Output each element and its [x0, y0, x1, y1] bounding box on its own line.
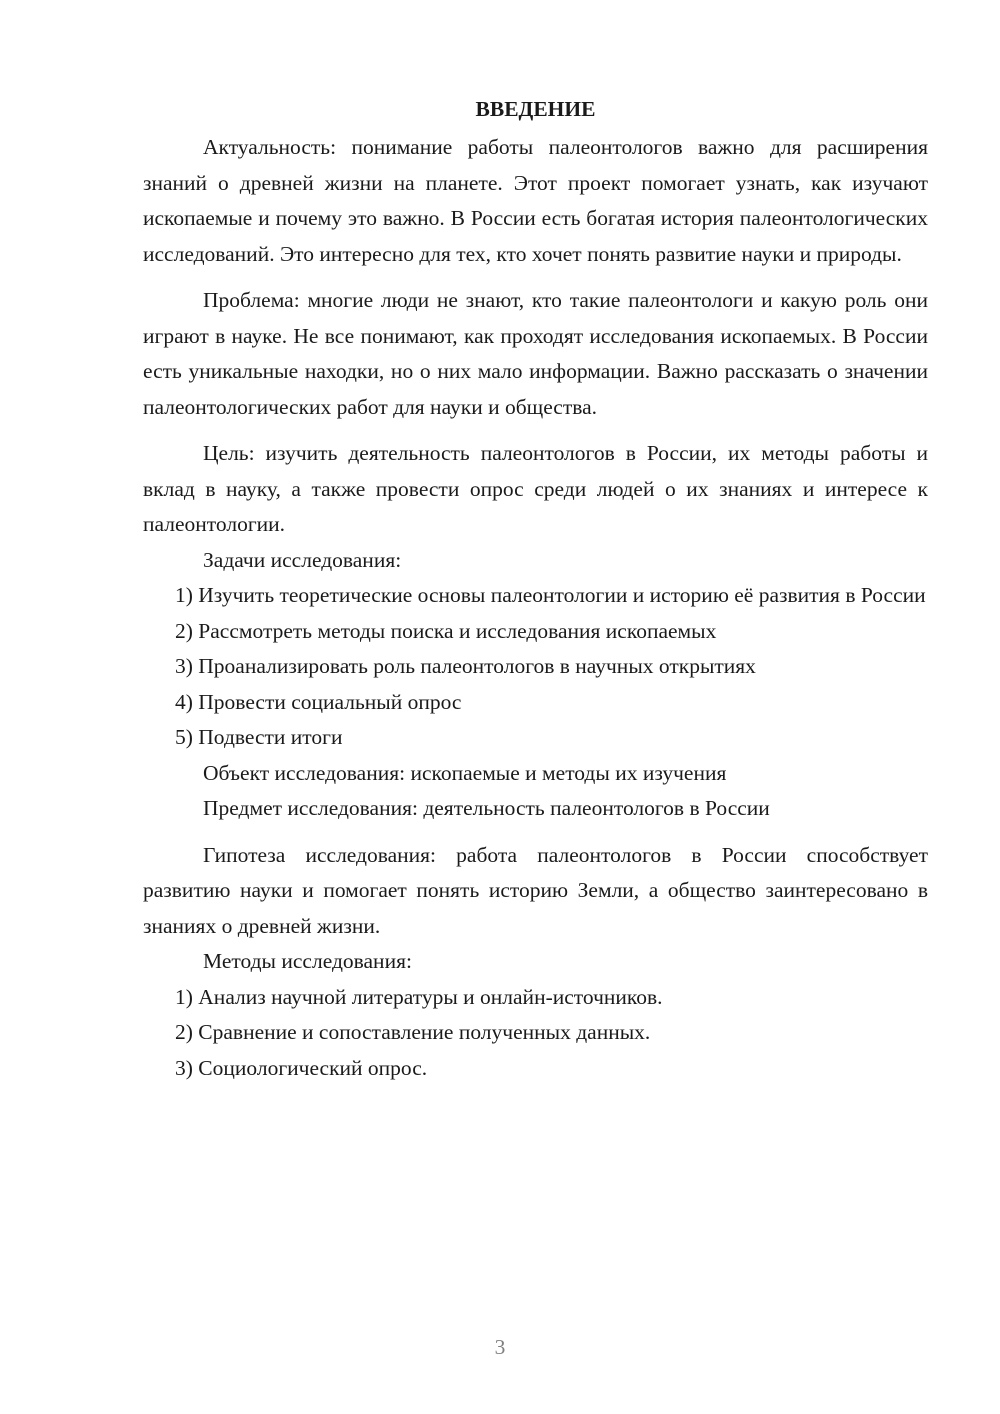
research-object: Объект исследования: ископаемые и методы их изучения: [203, 760, 727, 785]
problem-paragraph: Проблема: многие люди не знают, кто такие палеонтологи и какую роль они играют в науке. Не все понимают, как проходят исследования ископаемых. В России есть уникальные находки, но о них мало информации. Важно рассказать о значении палеонтологических работ для науки и общества.: [143, 288, 928, 419]
method-item: 2) Сравнение и сопоставление полученных данных.: [175, 1020, 651, 1044]
tasks-heading: Задачи исследования:: [203, 547, 402, 572]
method-item: 1) Анализ научной литературы и онлайн-источников.: [175, 984, 663, 1009]
method-item: 3) Социологический опрос.: [175, 1055, 428, 1080]
task-item: 5) Подвести итоги: [175, 725, 343, 749]
task-item: 3) Проанализировать роль палеонтологов в научных открытиях: [175, 654, 756, 678]
task-item: 4) Провести социальный опрос: [175, 689, 462, 714]
relevance-paragraph: Актуальность: понимание работы палеонтологов важно для расширения знаний о древней жизни на планете. Этот проект помогает узнать, как изучают ископаемые и почему это важно. В России есть богатая история палеонтологических исследований. Это интересно для тех, кто хочет понять развитие науки и природы.: [143, 135, 928, 266]
methods-heading: Методы исследования:: [203, 949, 412, 973]
page-title: ВВЕДЕНИЕ: [475, 97, 596, 121]
page-number: 3: [494, 1335, 506, 1359]
task-item: 2) Рассмотреть методы поиска и исследования ископаемых: [175, 618, 717, 643]
task-item: 1) Изучить теоретические основы палеонтологии и историю её развития в России: [175, 583, 926, 607]
document-page: [143, 92, 928, 1086]
goal-paragraph: Цель: изучить деятельность палеонтологов в России, их методы работы и вклад в науку, а также провести опрос среди людей о их знаниях и интересе к палеонтологии.: [143, 441, 928, 536]
research-subject: Предмет исследования: деятельность палеонтологов в России: [203, 796, 770, 820]
hypothesis-paragraph: Гипотеза исследования: работа палеонтологов в России способствует развитию науки и помогает понять историю Земли, а общество заинтересовано в знаниях о древней жизни.: [143, 842, 928, 938]
